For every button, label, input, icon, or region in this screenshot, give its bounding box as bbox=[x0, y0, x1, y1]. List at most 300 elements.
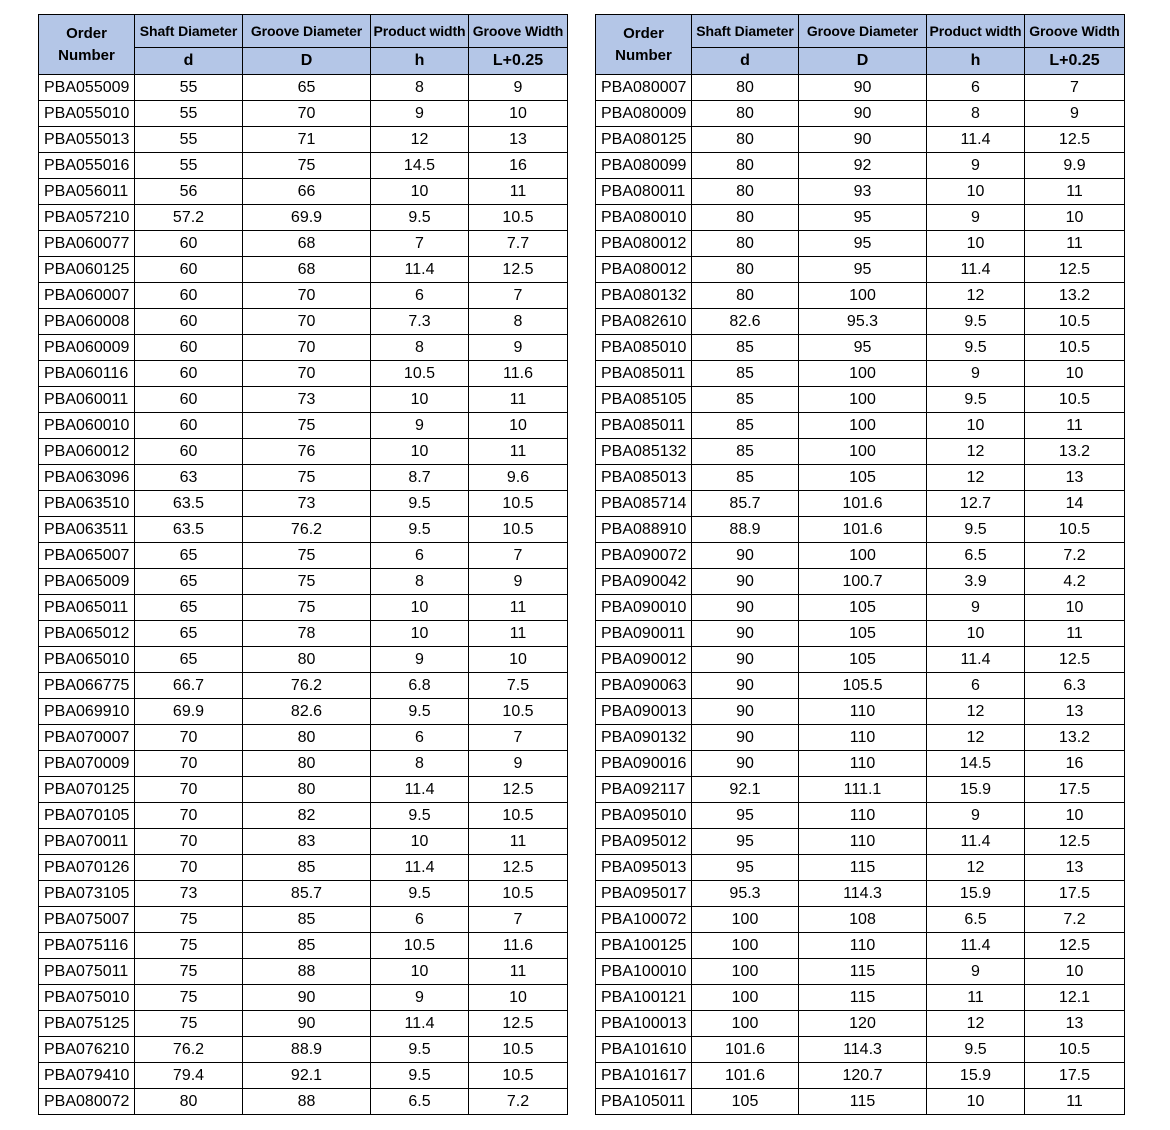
shaft-diameter-cell: 95 bbox=[692, 803, 799, 829]
groove-diameter-cell: 69.9 bbox=[243, 205, 371, 231]
groove-width-cell: 13.2 bbox=[1025, 439, 1125, 465]
groove-diameter-cell: 73 bbox=[243, 387, 371, 413]
groove-diameter-cell: 88 bbox=[243, 959, 371, 985]
table-row bbox=[596, 361, 1125, 387]
shaft-diameter-cell: 80 bbox=[692, 283, 799, 309]
product-width-cell: 14.5 bbox=[371, 153, 469, 179]
groove-width-cell: 11 bbox=[1025, 1089, 1125, 1115]
order-number-cell: PBA090012 bbox=[596, 647, 692, 673]
groove-width-cell: 12.5 bbox=[469, 777, 568, 803]
shaft-diameter-cell: 90 bbox=[692, 569, 799, 595]
header-symbol-d: d bbox=[135, 48, 243, 75]
product-width-cell: 6.5 bbox=[371, 1089, 469, 1115]
product-width-cell: 9.5 bbox=[927, 309, 1025, 335]
header-symbol-L: L+0.25 bbox=[1025, 48, 1125, 75]
groove-width-cell: 11 bbox=[1025, 179, 1125, 205]
groove-diameter-cell: 110 bbox=[799, 699, 927, 725]
header-groove-diameter: Groove Diameter bbox=[799, 15, 927, 48]
table-row bbox=[596, 75, 1125, 101]
order-number-cell: PBA085010 bbox=[596, 335, 692, 361]
header-symbol-h: h bbox=[371, 48, 469, 75]
groove-width-cell: 12.5 bbox=[1025, 829, 1125, 855]
header-order-number: Order Number bbox=[596, 15, 692, 75]
shaft-diameter-cell: 80 bbox=[692, 75, 799, 101]
order-number-cell: PBA060010 bbox=[39, 413, 135, 439]
table-row bbox=[39, 517, 568, 543]
table-row bbox=[596, 907, 1125, 933]
product-width-cell: 9.5 bbox=[927, 517, 1025, 543]
order-number-cell: PBA065010 bbox=[39, 647, 135, 673]
product-width-cell: 9 bbox=[927, 153, 1025, 179]
product-width-cell: 15.9 bbox=[927, 881, 1025, 907]
shaft-diameter-cell: 100 bbox=[692, 985, 799, 1011]
product-width-cell: 7 bbox=[371, 231, 469, 257]
shaft-diameter-cell: 90 bbox=[692, 673, 799, 699]
product-width-cell: 10.5 bbox=[371, 361, 469, 387]
table-row bbox=[596, 231, 1125, 257]
table-row bbox=[39, 309, 568, 335]
order-number-cell: PBA056011 bbox=[39, 179, 135, 205]
shaft-diameter-cell: 60 bbox=[135, 231, 243, 257]
table-row bbox=[39, 179, 568, 205]
groove-diameter-cell: 88 bbox=[243, 1089, 371, 1115]
shaft-diameter-cell: 60 bbox=[135, 439, 243, 465]
product-width-cell: 12 bbox=[371, 127, 469, 153]
order-number-cell: PBA060077 bbox=[39, 231, 135, 257]
order-number-cell: PBA076210 bbox=[39, 1037, 135, 1063]
shaft-diameter-cell: 60 bbox=[135, 335, 243, 361]
table-row bbox=[39, 335, 568, 361]
groove-diameter-cell: 95 bbox=[799, 205, 927, 231]
shaft-diameter-cell: 60 bbox=[135, 257, 243, 283]
groove-width-cell: 10.5 bbox=[469, 1037, 568, 1063]
groove-width-cell: 12.5 bbox=[1025, 933, 1125, 959]
groove-diameter-cell: 88.9 bbox=[243, 1037, 371, 1063]
groove-width-cell: 10 bbox=[1025, 959, 1125, 985]
groove-diameter-cell: 85 bbox=[243, 933, 371, 959]
product-width-cell: 9 bbox=[371, 413, 469, 439]
product-width-cell: 11.4 bbox=[927, 647, 1025, 673]
groove-diameter-cell: 100 bbox=[799, 283, 927, 309]
groove-width-cell: 10 bbox=[1025, 595, 1125, 621]
product-width-cell: 6.5 bbox=[927, 543, 1025, 569]
groove-width-cell: 12.5 bbox=[1025, 647, 1125, 673]
table-row bbox=[39, 725, 568, 751]
groove-diameter-cell: 70 bbox=[243, 101, 371, 127]
order-number-cell: PBA080010 bbox=[596, 205, 692, 231]
shaft-diameter-cell: 57.2 bbox=[135, 205, 243, 231]
order-number-cell: PBA095010 bbox=[596, 803, 692, 829]
shaft-diameter-cell: 85 bbox=[692, 387, 799, 413]
table-row bbox=[39, 439, 568, 465]
product-width-cell: 11.4 bbox=[371, 855, 469, 881]
table-row bbox=[596, 309, 1125, 335]
product-width-cell: 12 bbox=[927, 439, 1025, 465]
order-number-cell: PBA080007 bbox=[596, 75, 692, 101]
order-number-cell: PBA085011 bbox=[596, 413, 692, 439]
shaft-diameter-cell: 75 bbox=[135, 907, 243, 933]
order-number-cell: PBA090011 bbox=[596, 621, 692, 647]
product-width-cell: 9 bbox=[927, 205, 1025, 231]
groove-diameter-cell: 76.2 bbox=[243, 517, 371, 543]
order-number-cell: PBA055009 bbox=[39, 75, 135, 101]
groove-width-cell: 7.7 bbox=[469, 231, 568, 257]
groove-diameter-cell: 95 bbox=[799, 257, 927, 283]
product-width-cell: 6 bbox=[371, 725, 469, 751]
shaft-diameter-cell: 70 bbox=[135, 829, 243, 855]
product-width-cell: 11.4 bbox=[371, 1011, 469, 1037]
table-row bbox=[39, 257, 568, 283]
order-number-cell: PBA088910 bbox=[596, 517, 692, 543]
groove-diameter-cell: 80 bbox=[243, 751, 371, 777]
order-number-cell: PBA080132 bbox=[596, 283, 692, 309]
order-number-cell: PBA060008 bbox=[39, 309, 135, 335]
groove-width-cell: 10.5 bbox=[1025, 309, 1125, 335]
header-symbol-D: D bbox=[799, 48, 927, 75]
order-number-cell: PBA066775 bbox=[39, 673, 135, 699]
product-width-cell: 9.5 bbox=[371, 699, 469, 725]
order-number-cell: PBA055016 bbox=[39, 153, 135, 179]
shaft-diameter-cell: 60 bbox=[135, 309, 243, 335]
product-width-cell: 10 bbox=[927, 413, 1025, 439]
product-width-cell: 10 bbox=[927, 621, 1025, 647]
product-width-cell: 10 bbox=[927, 231, 1025, 257]
groove-diameter-cell: 100 bbox=[799, 413, 927, 439]
shaft-diameter-cell: 63.5 bbox=[135, 517, 243, 543]
product-width-cell: 10 bbox=[371, 595, 469, 621]
groove-diameter-cell: 82 bbox=[243, 803, 371, 829]
groove-width-cell: 7 bbox=[469, 283, 568, 309]
table-row bbox=[39, 959, 568, 985]
header-groove-diameter: Groove Diameter bbox=[243, 15, 371, 48]
table-row bbox=[596, 751, 1125, 777]
order-number-cell: PBA100125 bbox=[596, 933, 692, 959]
table-row bbox=[596, 569, 1125, 595]
groove-width-cell: 10.5 bbox=[469, 881, 568, 907]
shaft-diameter-cell: 55 bbox=[135, 101, 243, 127]
groove-diameter-cell: 90 bbox=[799, 75, 927, 101]
table-body-left bbox=[39, 75, 568, 1115]
shaft-diameter-cell: 65 bbox=[135, 543, 243, 569]
groove-diameter-cell: 95 bbox=[799, 335, 927, 361]
groove-diameter-cell: 73 bbox=[243, 491, 371, 517]
product-width-cell: 8 bbox=[371, 751, 469, 777]
groove-width-cell: 17.5 bbox=[1025, 1063, 1125, 1089]
shaft-diameter-cell: 92.1 bbox=[692, 777, 799, 803]
table-row bbox=[39, 413, 568, 439]
groove-diameter-cell: 70 bbox=[243, 283, 371, 309]
product-width-cell: 10 bbox=[371, 829, 469, 855]
product-width-cell: 9 bbox=[927, 959, 1025, 985]
table-row bbox=[39, 699, 568, 725]
product-width-cell: 10 bbox=[927, 1089, 1025, 1115]
groove-width-cell: 7 bbox=[1025, 75, 1125, 101]
shaft-diameter-cell: 85 bbox=[692, 361, 799, 387]
order-number-cell: PBA069910 bbox=[39, 699, 135, 725]
groove-diameter-cell: 92 bbox=[799, 153, 927, 179]
order-number-cell: PBA092117 bbox=[596, 777, 692, 803]
groove-diameter-cell: 65 bbox=[243, 75, 371, 101]
groove-width-cell: 9 bbox=[1025, 101, 1125, 127]
groove-diameter-cell: 68 bbox=[243, 257, 371, 283]
shaft-diameter-cell: 101.6 bbox=[692, 1037, 799, 1063]
groove-width-cell: 11 bbox=[469, 439, 568, 465]
table-row bbox=[596, 465, 1125, 491]
shaft-diameter-cell: 55 bbox=[135, 75, 243, 101]
shaft-diameter-cell: 101.6 bbox=[692, 1063, 799, 1089]
groove-width-cell: 10.5 bbox=[1025, 1037, 1125, 1063]
table-row bbox=[596, 621, 1125, 647]
groove-diameter-cell: 66 bbox=[243, 179, 371, 205]
order-number-cell: PBA060125 bbox=[39, 257, 135, 283]
product-width-cell: 10.5 bbox=[371, 933, 469, 959]
shaft-diameter-cell: 75 bbox=[135, 985, 243, 1011]
product-width-cell: 9.5 bbox=[371, 881, 469, 907]
groove-diameter-cell: 83 bbox=[243, 829, 371, 855]
groove-width-cell: 10 bbox=[1025, 803, 1125, 829]
order-number-cell: PBA070125 bbox=[39, 777, 135, 803]
shaft-diameter-cell: 70 bbox=[135, 777, 243, 803]
product-width-cell: 6 bbox=[927, 75, 1025, 101]
groove-diameter-cell: 90 bbox=[243, 1011, 371, 1037]
order-number-cell: PBA090013 bbox=[596, 699, 692, 725]
spec-table-left bbox=[38, 14, 568, 1115]
order-number-cell: PBA085013 bbox=[596, 465, 692, 491]
order-number-cell: PBA075116 bbox=[39, 933, 135, 959]
groove-width-cell: 11 bbox=[1025, 621, 1125, 647]
shaft-diameter-cell: 95 bbox=[692, 829, 799, 855]
groove-diameter-cell: 105 bbox=[799, 621, 927, 647]
groove-width-cell: 9 bbox=[469, 569, 568, 595]
shaft-diameter-cell: 90 bbox=[692, 621, 799, 647]
product-width-cell: 9 bbox=[927, 595, 1025, 621]
shaft-diameter-cell: 63.5 bbox=[135, 491, 243, 517]
header-groove-width: Groove Width bbox=[1025, 15, 1125, 48]
table-row bbox=[596, 777, 1125, 803]
product-width-cell: 9 bbox=[927, 803, 1025, 829]
shaft-diameter-cell: 65 bbox=[135, 569, 243, 595]
groove-width-cell: 11 bbox=[1025, 413, 1125, 439]
order-number-cell: PBA055010 bbox=[39, 101, 135, 127]
table-row bbox=[39, 933, 568, 959]
order-number-cell: PBA085105 bbox=[596, 387, 692, 413]
product-width-cell: 9 bbox=[371, 985, 469, 1011]
groove-width-cell: 9.6 bbox=[469, 465, 568, 491]
table-row bbox=[39, 1089, 568, 1115]
order-number-cell: PBA090072 bbox=[596, 543, 692, 569]
shaft-diameter-cell: 100 bbox=[692, 959, 799, 985]
product-width-cell: 10 bbox=[371, 439, 469, 465]
table-row bbox=[39, 985, 568, 1011]
groove-diameter-cell: 101.6 bbox=[799, 491, 927, 517]
table-row bbox=[596, 959, 1125, 985]
groove-diameter-cell: 80 bbox=[243, 725, 371, 751]
shaft-diameter-cell: 90 bbox=[692, 647, 799, 673]
product-width-cell: 11 bbox=[927, 985, 1025, 1011]
product-width-cell: 9.5 bbox=[371, 1037, 469, 1063]
order-number-cell: PBA060007 bbox=[39, 283, 135, 309]
groove-width-cell: 10 bbox=[1025, 361, 1125, 387]
header-order-number: Order Number bbox=[39, 15, 135, 75]
product-width-cell: 11.4 bbox=[927, 933, 1025, 959]
table-row bbox=[39, 283, 568, 309]
product-width-cell: 10 bbox=[371, 387, 469, 413]
header-symbol-d: d bbox=[692, 48, 799, 75]
product-width-cell: 12 bbox=[927, 725, 1025, 751]
product-width-cell: 10 bbox=[371, 959, 469, 985]
groove-diameter-cell: 110 bbox=[799, 725, 927, 751]
groove-width-cell: 7.2 bbox=[1025, 907, 1125, 933]
groove-width-cell: 10.5 bbox=[1025, 517, 1125, 543]
shaft-diameter-cell: 90 bbox=[692, 725, 799, 751]
table-row bbox=[39, 803, 568, 829]
order-number-cell: PBA070009 bbox=[39, 751, 135, 777]
groove-diameter-cell: 105 bbox=[799, 595, 927, 621]
groove-diameter-cell: 92.1 bbox=[243, 1063, 371, 1089]
table-row bbox=[596, 491, 1125, 517]
order-number-cell: PBA085714 bbox=[596, 491, 692, 517]
order-number-cell: PBA063511 bbox=[39, 517, 135, 543]
groove-width-cell: 10.5 bbox=[469, 517, 568, 543]
groove-width-cell: 13 bbox=[1025, 1011, 1125, 1037]
order-number-cell: PBA075010 bbox=[39, 985, 135, 1011]
shaft-diameter-cell: 80 bbox=[692, 205, 799, 231]
groove-width-cell: 10.5 bbox=[469, 491, 568, 517]
product-width-cell: 9 bbox=[927, 361, 1025, 387]
groove-width-cell: 4.2 bbox=[1025, 569, 1125, 595]
groove-width-cell: 11 bbox=[469, 959, 568, 985]
product-width-cell: 10 bbox=[371, 179, 469, 205]
table-row bbox=[596, 933, 1125, 959]
table-row bbox=[39, 75, 568, 101]
order-number-cell: PBA065011 bbox=[39, 595, 135, 621]
groove-diameter-cell: 75 bbox=[243, 413, 371, 439]
product-width-cell: 3.9 bbox=[927, 569, 1025, 595]
shaft-diameter-cell: 75 bbox=[135, 1011, 243, 1037]
groove-diameter-cell: 114.3 bbox=[799, 1037, 927, 1063]
groove-width-cell: 13 bbox=[1025, 855, 1125, 881]
order-number-cell: PBA080125 bbox=[596, 127, 692, 153]
product-width-cell: 8 bbox=[371, 75, 469, 101]
groove-diameter-cell: 105 bbox=[799, 647, 927, 673]
groove-width-cell: 13.2 bbox=[1025, 283, 1125, 309]
groove-width-cell: 13 bbox=[1025, 699, 1125, 725]
order-number-cell: PBA057210 bbox=[39, 205, 135, 231]
table-row bbox=[596, 205, 1125, 231]
header-shaft-diameter: Shaft Diameter bbox=[692, 15, 799, 48]
shaft-diameter-cell: 90 bbox=[692, 543, 799, 569]
order-number-cell: PBA080012 bbox=[596, 231, 692, 257]
product-width-cell: 15.9 bbox=[927, 777, 1025, 803]
table-row bbox=[596, 335, 1125, 361]
product-width-cell: 12 bbox=[927, 699, 1025, 725]
table-row bbox=[39, 465, 568, 491]
shaft-diameter-cell: 73 bbox=[135, 881, 243, 907]
shaft-diameter-cell: 69.9 bbox=[135, 699, 243, 725]
groove-diameter-cell: 82.6 bbox=[243, 699, 371, 725]
table-row bbox=[39, 1063, 568, 1089]
product-width-cell: 12 bbox=[927, 465, 1025, 491]
product-width-cell: 9.5 bbox=[927, 335, 1025, 361]
order-number-cell: PBA090063 bbox=[596, 673, 692, 699]
groove-width-cell: 7.2 bbox=[1025, 543, 1125, 569]
order-number-cell: PBA100010 bbox=[596, 959, 692, 985]
shaft-diameter-cell: 56 bbox=[135, 179, 243, 205]
shaft-diameter-cell: 85 bbox=[692, 335, 799, 361]
table-row bbox=[39, 829, 568, 855]
groove-diameter-cell: 100.7 bbox=[799, 569, 927, 595]
table-row bbox=[39, 387, 568, 413]
groove-diameter-cell: 90 bbox=[799, 127, 927, 153]
groove-width-cell: 7 bbox=[469, 725, 568, 751]
product-width-cell: 6.8 bbox=[371, 673, 469, 699]
groove-width-cell: 11 bbox=[1025, 231, 1125, 257]
shaft-diameter-cell: 95.3 bbox=[692, 881, 799, 907]
product-width-cell: 9.5 bbox=[927, 387, 1025, 413]
product-width-cell: 9 bbox=[371, 101, 469, 127]
shaft-diameter-cell: 60 bbox=[135, 413, 243, 439]
shaft-diameter-cell: 80 bbox=[135, 1089, 243, 1115]
groove-diameter-cell: 115 bbox=[799, 1089, 927, 1115]
product-width-cell: 8.7 bbox=[371, 465, 469, 491]
product-width-cell: 9.5 bbox=[371, 1063, 469, 1089]
table-row bbox=[596, 881, 1125, 907]
shaft-diameter-cell: 80 bbox=[692, 179, 799, 205]
groove-diameter-cell: 115 bbox=[799, 959, 927, 985]
order-number-cell: PBA090016 bbox=[596, 751, 692, 777]
shaft-diameter-cell: 76.2 bbox=[135, 1037, 243, 1063]
shaft-diameter-cell: 70 bbox=[135, 725, 243, 751]
shaft-diameter-cell: 65 bbox=[135, 595, 243, 621]
groove-width-cell: 16 bbox=[1025, 751, 1125, 777]
order-number-cell: PBA101610 bbox=[596, 1037, 692, 1063]
groove-width-cell: 13.2 bbox=[1025, 725, 1125, 751]
groove-width-cell: 17.5 bbox=[1025, 881, 1125, 907]
groove-width-cell: 12.1 bbox=[1025, 985, 1125, 1011]
groove-diameter-cell: 100 bbox=[799, 439, 927, 465]
header-product-width: Product width bbox=[927, 15, 1025, 48]
groove-diameter-cell: 70 bbox=[243, 361, 371, 387]
shaft-diameter-cell: 70 bbox=[135, 803, 243, 829]
table-row bbox=[596, 179, 1125, 205]
groove-diameter-cell: 76 bbox=[243, 439, 371, 465]
groove-width-cell: 11.6 bbox=[469, 933, 568, 959]
shaft-diameter-cell: 90 bbox=[692, 699, 799, 725]
groove-diameter-cell: 85.7 bbox=[243, 881, 371, 907]
shaft-diameter-cell: 80 bbox=[692, 257, 799, 283]
table-row bbox=[596, 387, 1125, 413]
header-product-width: Product width bbox=[371, 15, 469, 48]
product-width-cell: 7.3 bbox=[371, 309, 469, 335]
groove-diameter-cell: 80 bbox=[243, 777, 371, 803]
table-row bbox=[39, 231, 568, 257]
order-number-cell: PBA085132 bbox=[596, 439, 692, 465]
table-row bbox=[39, 751, 568, 777]
groove-diameter-cell: 120.7 bbox=[799, 1063, 927, 1089]
shaft-diameter-cell: 80 bbox=[692, 127, 799, 153]
shaft-diameter-cell: 80 bbox=[692, 101, 799, 127]
product-width-cell: 11.4 bbox=[371, 257, 469, 283]
table-row bbox=[596, 1089, 1125, 1115]
product-width-cell: 6 bbox=[371, 283, 469, 309]
shaft-diameter-cell: 75 bbox=[135, 933, 243, 959]
product-width-cell: 6.5 bbox=[927, 907, 1025, 933]
shaft-diameter-cell: 100 bbox=[692, 933, 799, 959]
header-groove-width: Groove Width bbox=[469, 15, 568, 48]
order-number-cell: PBA082610 bbox=[596, 309, 692, 335]
table-row bbox=[39, 855, 568, 881]
table-row bbox=[39, 673, 568, 699]
